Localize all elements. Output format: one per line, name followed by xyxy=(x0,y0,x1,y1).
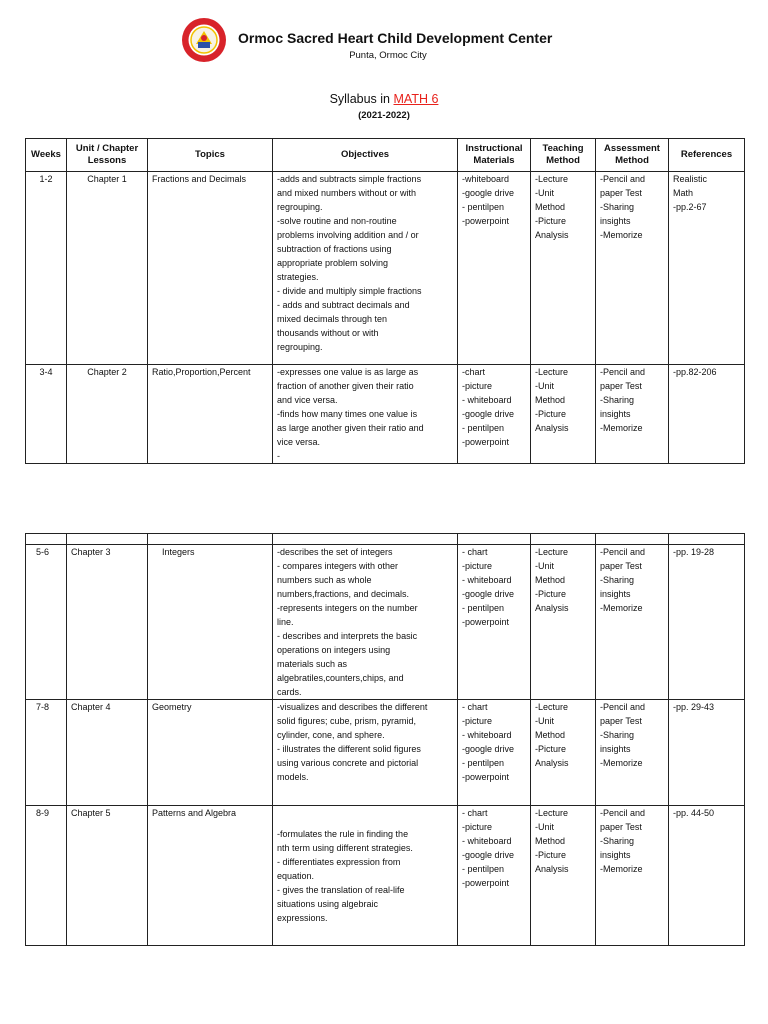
cell-line: -Pencil and xyxy=(600,367,646,377)
cell-line: - differentiates expression from xyxy=(277,856,401,867)
blank-cell xyxy=(273,534,458,545)
cell-line: Method xyxy=(535,575,566,585)
cell-line: as large another given their ratio and xyxy=(277,423,424,433)
col-header-unit: Unit / Chapter Lessons xyxy=(67,139,148,172)
cell-line: -Sharing xyxy=(600,836,635,846)
objectives-cell xyxy=(273,806,458,946)
cell-line: regrouping. xyxy=(277,342,323,352)
cell-line: -Sharing xyxy=(600,730,635,740)
cell-line: - pentilpen xyxy=(462,864,505,874)
cell-line: appropriate problem solving xyxy=(277,258,389,268)
unit-cell: Chapter 5 xyxy=(67,806,148,946)
cell-line: -Pencil and xyxy=(600,702,646,712)
syllabus-table-2 xyxy=(25,533,745,946)
cell-line: regrouping. xyxy=(277,202,323,212)
cell-line: numbers such as whole xyxy=(277,575,372,585)
materials-cell xyxy=(458,806,531,946)
cell-line: -picture xyxy=(462,716,493,726)
col-header-materials: Instructional Materials xyxy=(458,139,531,172)
teaching-cell xyxy=(531,172,596,365)
cell-line: Method xyxy=(535,836,566,846)
table-header-row xyxy=(26,139,745,172)
cell-line: insights xyxy=(600,589,631,599)
cell-line: -adds and subtracts simple fractions xyxy=(277,174,422,184)
cell-line: -pp.82-206 xyxy=(673,367,717,377)
cell-line: -Pencil and xyxy=(600,174,646,184)
table-row xyxy=(26,700,745,806)
cell-line: paper Test xyxy=(600,822,642,832)
cell-line: -pp.2-67 xyxy=(673,202,707,212)
assessment-cell xyxy=(596,365,669,464)
cell-line: -powerpoint xyxy=(462,617,510,627)
cell-line: and vice versa. xyxy=(277,395,338,405)
weeks-cell: 7-8 xyxy=(26,700,67,806)
cell-line: -whiteboard xyxy=(462,174,510,184)
cell-line: mixed decimals through ten xyxy=(277,314,388,324)
references-cell xyxy=(669,365,745,464)
cell-line: models. xyxy=(277,772,309,782)
cell-line: -powerpoint xyxy=(462,878,510,888)
cell-line: -Memorize xyxy=(600,603,643,613)
weeks-cell: 8-9 xyxy=(26,806,67,946)
cell-line: -Picture xyxy=(535,409,567,419)
topic-cell: Patterns and Algebra xyxy=(148,806,273,946)
cell-line: Method xyxy=(535,730,566,740)
cell-line: -chart xyxy=(462,367,486,377)
cell-line: Realistic xyxy=(673,174,708,184)
col-header-topics: Topics xyxy=(148,139,273,172)
assessment-cell xyxy=(596,700,669,806)
blank-cell xyxy=(67,534,148,545)
materials-cell xyxy=(458,365,531,464)
table-row xyxy=(26,172,745,365)
materials-cell xyxy=(458,545,531,700)
cell-line: - compares integers with other xyxy=(277,561,399,571)
assessment-cell xyxy=(596,172,669,365)
cell-line: nth term using different strategies. xyxy=(277,842,413,853)
cell-line: - chart xyxy=(462,547,488,557)
materials-cell xyxy=(458,700,531,806)
cell-line: -Memorize xyxy=(600,230,643,240)
cell-line: operations on integers using xyxy=(277,645,391,655)
cell-line: insights xyxy=(600,409,631,419)
cell-line: -google drive xyxy=(462,409,515,419)
cell-line: Analysis xyxy=(535,603,569,613)
weeks-cell: 3-4 xyxy=(26,365,67,464)
cell-line: -picture xyxy=(462,822,493,832)
cell-line: -powerpoint xyxy=(462,437,510,447)
cell-line: Analysis xyxy=(535,864,569,874)
cell-line: -Memorize xyxy=(600,423,643,433)
cell-line: - describes and interprets the basic xyxy=(277,631,418,641)
cell-line: fraction of another given their ratio xyxy=(277,381,414,391)
cell-line: -Lecture xyxy=(535,547,569,557)
syllabus-title xyxy=(0,92,768,106)
cell-line: insights xyxy=(600,216,631,226)
topic-cell: Integers xyxy=(148,545,273,700)
cell-line: paper Test xyxy=(600,381,642,391)
cell-line: -expresses one value is as large as xyxy=(277,367,419,377)
cell-line: and mixed numbers without or with xyxy=(277,188,417,198)
cell-line: thousands without or with xyxy=(277,328,379,338)
cell-line: -Unit xyxy=(535,822,555,832)
cell-line: -Lecture xyxy=(535,808,569,818)
cell-line: -describes the set of integers xyxy=(277,547,393,557)
objectives-cell xyxy=(273,545,458,700)
cell-line: - whiteboard xyxy=(462,836,512,846)
cell-line: - whiteboard xyxy=(462,575,512,585)
title-prefix: Syllabus in xyxy=(329,92,394,106)
cell-line: -Sharing xyxy=(600,202,635,212)
cell-line: - xyxy=(277,451,280,461)
cell-line: problems involving addition and / or xyxy=(277,230,419,240)
objectives-cell xyxy=(273,700,458,806)
cell-line: -google drive xyxy=(462,589,515,599)
cell-line: - gives the translation of real-life xyxy=(277,884,405,895)
cell-line: -Lecture xyxy=(535,174,569,184)
cell-line: -Sharing xyxy=(600,575,635,585)
cell-line: -solve routine and non-routine xyxy=(277,216,397,226)
cell-line: -pp. 29-43 xyxy=(673,702,715,712)
cell-line: - adds and subtract decimals and xyxy=(277,300,410,310)
cell-line: -Memorize xyxy=(600,864,643,874)
cell-line: -Unit xyxy=(535,188,555,198)
references-cell xyxy=(669,806,745,946)
unit-cell: Chapter 1 xyxy=(67,172,148,365)
blank-cell xyxy=(596,534,669,545)
col-header-assessment: Assessment Method xyxy=(596,139,669,172)
blank-cell xyxy=(148,534,273,545)
cell-line: paper Test xyxy=(600,188,642,198)
col-header-weeks: Weeks xyxy=(26,139,67,172)
cell-line: -finds how many times one value is xyxy=(277,409,418,419)
cell-line: - divide and multiply simple fractions xyxy=(277,286,422,296)
col-header-teaching: Teaching Method xyxy=(531,139,596,172)
cell-line: -Unit xyxy=(535,716,555,726)
cell-line: insights xyxy=(600,744,631,754)
topic-cell: Fractions and Decimals xyxy=(148,172,273,365)
cell-line: - pentilpen xyxy=(462,423,505,433)
cell-line: line. xyxy=(277,617,294,627)
topic-cell: Geometry xyxy=(148,700,273,806)
cell-line: -pp. 19-28 xyxy=(673,547,715,557)
cell-line: - pentilpen xyxy=(462,603,505,613)
cell-line: Analysis xyxy=(535,230,569,240)
cell-line: -google drive xyxy=(462,744,515,754)
cell-line: Method xyxy=(535,202,566,212)
cell-line: numbers,fractions, and decimals. xyxy=(277,589,410,599)
cell-line: paper Test xyxy=(600,716,642,726)
references-cell xyxy=(669,545,745,700)
cell-line: Math xyxy=(673,188,694,198)
cell-line: -powerpoint xyxy=(462,216,510,226)
cell-line: Analysis xyxy=(535,758,569,768)
cell-line: -Picture xyxy=(535,216,567,226)
cell-line: - whiteboard xyxy=(462,730,512,740)
cell-line: -Sharing xyxy=(600,395,635,405)
cell-line: expressions. xyxy=(277,912,328,923)
cell-line: -picture xyxy=(462,561,493,571)
school-seal-logo xyxy=(181,17,227,63)
unit-cell: Chapter 4 xyxy=(67,700,148,806)
cell-line: -google drive xyxy=(462,188,515,198)
objectives-cell xyxy=(273,365,458,464)
cell-line: -Pencil and xyxy=(600,547,646,557)
cell-line: cylinder, cone, and sphere. xyxy=(277,730,385,740)
references-cell xyxy=(669,172,745,365)
school-name: Ormoc Sacred Heart Child Development Center xyxy=(238,30,553,46)
cell-line: -Picture xyxy=(535,850,567,860)
cell-line: -Unit xyxy=(535,381,555,391)
blank-cell xyxy=(669,534,745,545)
cell-line: subtraction of fractions using xyxy=(277,244,392,254)
cell-line: cards. xyxy=(277,687,302,697)
materials-cell xyxy=(458,172,531,365)
teaching-cell xyxy=(531,545,596,700)
cell-line: -google drive xyxy=(462,850,515,860)
table-row xyxy=(26,806,745,946)
cell-line: - chart xyxy=(462,808,488,818)
blank-cell xyxy=(26,534,67,545)
school-address: Punta, Ormoc City xyxy=(349,50,427,61)
cell-line: -formulates the rule in finding the xyxy=(277,828,409,839)
cell-line: - illustrates the different solid figures xyxy=(277,744,421,754)
teaching-cell xyxy=(531,365,596,464)
school-year: (2021-2022) xyxy=(358,110,410,121)
cell-line: Method xyxy=(535,395,566,405)
syllabus-table-1 xyxy=(25,138,745,464)
table-row xyxy=(26,365,745,464)
cell-line: -Lecture xyxy=(535,702,569,712)
cell-line: -visualizes and describes the different xyxy=(277,702,428,712)
cell-line: -pp. 44-50 xyxy=(673,808,715,818)
col-header-objectives: Objectives xyxy=(273,139,458,172)
cell-line: algebratiles,counters,chips, and xyxy=(277,673,404,683)
objectives-cell xyxy=(273,172,458,365)
topic-cell: Ratio,Proportion,Percent xyxy=(148,365,273,464)
teaching-cell xyxy=(531,700,596,806)
cell-line: materials such as xyxy=(277,659,348,669)
cell-line: Analysis xyxy=(535,423,569,433)
weeks-cell: 5-6 xyxy=(26,545,67,700)
cell-line: -picture xyxy=(462,381,493,391)
cell-line: -represents integers on the number xyxy=(277,603,418,613)
unit-cell: Chapter 3 xyxy=(67,545,148,700)
cell-line: insights xyxy=(600,850,631,860)
cell-line: -Lecture xyxy=(535,367,569,377)
cell-line: situations using algebraic xyxy=(277,898,379,909)
cell-line: - chart xyxy=(462,702,488,712)
unit-cell: Chapter 2 xyxy=(67,365,148,464)
cell-line: paper Test xyxy=(600,561,642,571)
col-header-references: References xyxy=(669,139,745,172)
cell-line: strategies. xyxy=(277,272,319,282)
cell-line: - pentilpen xyxy=(462,758,505,768)
blank-cell xyxy=(458,534,531,545)
cell-line: vice versa. xyxy=(277,437,321,447)
cell-line: equation. xyxy=(277,870,315,881)
table-row xyxy=(26,545,745,700)
references-cell xyxy=(669,700,745,806)
cell-line: -Unit xyxy=(535,561,555,571)
cell-line: using various concrete and pictorial xyxy=(277,758,419,768)
subject-name: MATH 6 xyxy=(393,92,439,106)
weeks-cell: 1-2 xyxy=(26,172,67,365)
cell-line: -Picture xyxy=(535,744,567,754)
assessment-cell xyxy=(596,806,669,946)
cell-line: -Pencil and xyxy=(600,808,646,818)
cell-line: -Picture xyxy=(535,589,567,599)
cell-line: - pentilpen xyxy=(462,202,505,212)
cell-line: -Memorize xyxy=(600,758,643,768)
cell-line: - whiteboard xyxy=(462,395,512,405)
cell-line: solid figures; cube, prism, pyramid, xyxy=(277,716,417,726)
blank-header-row xyxy=(26,534,745,545)
blank-cell xyxy=(531,534,596,545)
cell-line: -powerpoint xyxy=(462,772,510,782)
assessment-cell xyxy=(596,545,669,700)
teaching-cell xyxy=(531,806,596,946)
